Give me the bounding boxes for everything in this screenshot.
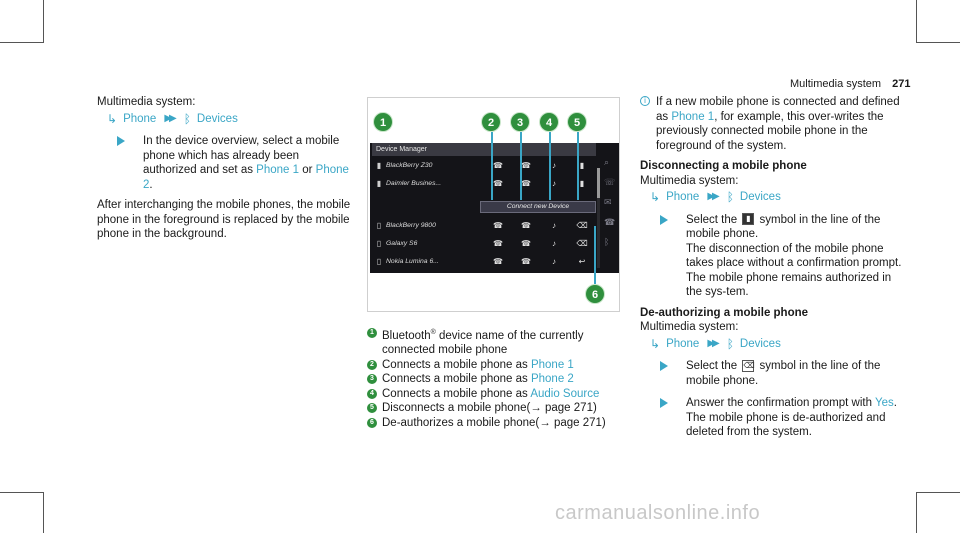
double-chevron-icon: ▶▶: [707, 191, 717, 202]
device-name: Nokia Lumina 6...: [386, 257, 439, 265]
legend-text: De-authorizes a mobile phone(→ page 271): [382, 416, 606, 429]
bluetooth-icon: ᛒ: [726, 336, 734, 351]
note-text: , for example, this over-writes the previously connected mobile phone in the foreground of the system.: [656, 110, 884, 152]
back-icon: ↩: [578, 256, 586, 266]
menu-phone: Phone: [666, 337, 700, 350]
step-text: Select the: [686, 360, 741, 372]
callout-2: 2: [481, 112, 501, 132]
column-right: [640, 95, 905, 446]
crop-mark: [0, 492, 44, 493]
step-arrow-icon: [660, 215, 668, 225]
leader-line: [549, 132, 551, 200]
step-explanation: The disconnection of the mobile phone takes place without a confirmation prompt. The mobile phone remains authorized in the sys-tem.: [686, 242, 902, 298]
running-header: [790, 78, 911, 90]
crop-mark: [0, 42, 44, 43]
legend-text: Connects a mobile phone as: [382, 358, 531, 371]
legend-link: Audio Source: [530, 387, 600, 400]
bluetooth-icon: ᛒ: [183, 111, 191, 126]
menu-path: [640, 337, 905, 352]
legend-link: Phone 2: [530, 373, 574, 386]
deauthorize-icon: ⌫: [576, 220, 588, 230]
phone1-icon: ☎: [493, 220, 503, 230]
menu-path-intro: Multimedia system:: [640, 321, 739, 333]
info-note: [640, 95, 905, 153]
legend-number: 2: [367, 360, 377, 370]
message-icon: ✉: [604, 197, 612, 207]
disconnect-icon: ▮: [579, 160, 585, 170]
crop-mark: [916, 492, 960, 493]
legend-item: [367, 416, 629, 431]
connect-new-device-button: Connect new Device: [480, 201, 596, 213]
crop-mark: [43, 0, 44, 42]
instruction-step: [97, 134, 352, 192]
note-text: If a new mobile phone is connected and defined as: [656, 96, 900, 123]
step-text: .: [893, 397, 897, 409]
device-row: [372, 253, 596, 269]
phone-side-icon: ☏: [604, 177, 616, 187]
phone2-icon: ☎: [521, 178, 531, 188]
legend-text: Disconnects a mobile phone(→ page 271): [382, 402, 597, 415]
double-chevron-icon: ▶▶: [164, 112, 174, 124]
arrow-return-icon: ↳: [650, 336, 661, 351]
arrow-return-icon: ↳: [107, 111, 118, 126]
step-text: .: [149, 178, 153, 191]
leader-line: [520, 132, 522, 200]
phone2-icon: ☎: [521, 256, 531, 266]
step-arrow-icon: [660, 398, 668, 408]
menu-path: [97, 112, 352, 127]
phone1-link: Phone 1: [256, 164, 300, 176]
scrollbar-thumb: [597, 168, 600, 198]
legend-number: 4: [367, 389, 377, 399]
arrow-return-icon: ↳: [650, 190, 661, 204]
crop-mark: [43, 492, 44, 533]
phone2-link: Phone 2: [143, 164, 349, 191]
step-text: symbol in the line of the mobile phone.: [686, 213, 881, 240]
legend-item: [367, 326, 629, 358]
crop-mark: [916, 492, 917, 533]
audio-source-icon: ♪: [552, 238, 556, 248]
device-row: [372, 175, 596, 191]
legend-item: [367, 387, 629, 402]
step-text: In the device overview, select a mobile phone which has already been authorized and set as: [143, 135, 340, 176]
bluetooth-icon: ᛒ: [726, 190, 734, 204]
registered-mark: ®: [430, 329, 436, 336]
callout-6: 6: [585, 284, 605, 304]
disconnect-icon: ▮: [579, 178, 585, 188]
leader-line: [491, 132, 493, 200]
device-row: [372, 235, 596, 251]
device-name: Galaxy S6: [386, 239, 418, 247]
legend-link: Phone 1: [530, 358, 574, 371]
figure-legend: [367, 326, 629, 430]
legend-number: 3: [367, 374, 377, 384]
device-name: BlackBerry Z30: [386, 161, 433, 169]
legend-number: 1: [367, 328, 377, 338]
bluetooth-side-icon: ᛒ: [604, 237, 610, 247]
audio-source-icon: ♪: [552, 220, 556, 230]
crop-mark: [916, 42, 960, 43]
device-row: [372, 157, 596, 173]
phone-icon: ▯: [376, 256, 382, 266]
device-name: Daimler Busines...: [386, 179, 442, 187]
leader-line: [577, 132, 579, 200]
audio-source-icon: ♪: [552, 160, 556, 170]
menu-devices: Devices: [739, 337, 781, 350]
heading-disconnecting: Disconnecting a mobile phone: [640, 160, 807, 172]
step-text: Answer the confirmation prompt with: [686, 397, 875, 409]
page-number: 271: [892, 78, 911, 90]
phone2-icon: ☎: [521, 160, 531, 170]
legend-text: Connects a mobile phone as: [382, 387, 531, 400]
device-manager-figure: [367, 97, 620, 312]
phone-connected-icon: ▮: [376, 160, 382, 170]
step-arrow-icon: [660, 361, 668, 371]
leader-line: [594, 226, 596, 284]
deauthorize-icon: ⌫: [576, 238, 588, 248]
step-arrow-icon: [117, 136, 125, 146]
note-link: Phone 1: [671, 110, 715, 123]
device-manager-screen: [370, 143, 619, 273]
step-explanation: The mobile phone is de-authorized and deleted from the system.: [686, 411, 886, 438]
double-chevron-icon: ▶▶: [707, 337, 717, 349]
menu-devices: Devices: [739, 191, 781, 203]
audio-source-icon: ♪: [552, 178, 556, 188]
legend-item: [367, 358, 629, 373]
legend-number: 6: [367, 418, 377, 428]
phone-icon: ▯: [376, 220, 382, 230]
step-text: or: [299, 164, 316, 176]
callout-4: 4: [539, 112, 559, 132]
phone-connected-icon: ▮: [376, 178, 382, 188]
phone2-icon: ☎: [521, 238, 531, 248]
info-icon: i: [640, 96, 650, 106]
paragraph: After interchanging the mobile phones, the mobile phone in the foreground is replaced by the mobile phone in the background.: [97, 199, 351, 240]
step-text: symbol in the line of the mobile phone.: [686, 360, 881, 387]
audio-source-icon: ♪: [552, 256, 556, 266]
legend-text: Bluetooth: [382, 329, 431, 342]
menu-path-intro: Multimedia system:: [640, 174, 739, 187]
instruction-step: [640, 359, 905, 388]
deauthorize-symbol-icon: ⌫: [743, 360, 755, 370]
legend-item: [367, 372, 629, 387]
column-left: [97, 95, 352, 242]
menu-phone: Phone: [666, 191, 700, 203]
phone1-icon: ☎: [493, 178, 503, 188]
menu-phone: Phone: [123, 112, 157, 125]
instruction-step: [640, 396, 905, 440]
phone-icon: ▯: [376, 238, 382, 248]
device-row: [372, 217, 596, 233]
callout-1: 1: [373, 112, 393, 132]
yes-link: Yes: [874, 397, 894, 409]
watermark: carmanualsonline.info: [555, 502, 761, 524]
call-icon: ☎: [604, 217, 616, 227]
heading-deauthorizing: De-authorizing a mobile phone: [640, 306, 809, 319]
legend-text: device name of the currently connected mobile phone: [382, 329, 584, 357]
step-text: Select the: [686, 213, 741, 226]
device-manager-title: Device Manager: [376, 146, 427, 153]
instruction-step: [640, 213, 905, 300]
device-name: BlackBerry 9800: [386, 221, 436, 229]
menu-path: [640, 190, 905, 205]
phone1-icon: ☎: [493, 256, 503, 266]
phone1-icon: ☎: [493, 238, 503, 248]
legend-text: Connects a mobile phone as: [382, 373, 531, 386]
menu-path-intro: Multimedia system:: [97, 96, 196, 108]
phone1-icon: ☎: [493, 160, 503, 170]
legend-number: 5: [367, 403, 377, 413]
callout-5: 5: [567, 112, 587, 132]
crop-mark: [916, 0, 917, 42]
legend-item: [367, 401, 629, 416]
disconnect-symbol-icon: ▮: [742, 213, 754, 225]
menu-devices: Devices: [196, 112, 238, 125]
search-icon: ⌕: [604, 157, 610, 167]
callout-3: 3: [510, 112, 530, 132]
phone2-icon: ☎: [521, 220, 531, 230]
running-header-title: Multimedia system: [790, 78, 882, 90]
